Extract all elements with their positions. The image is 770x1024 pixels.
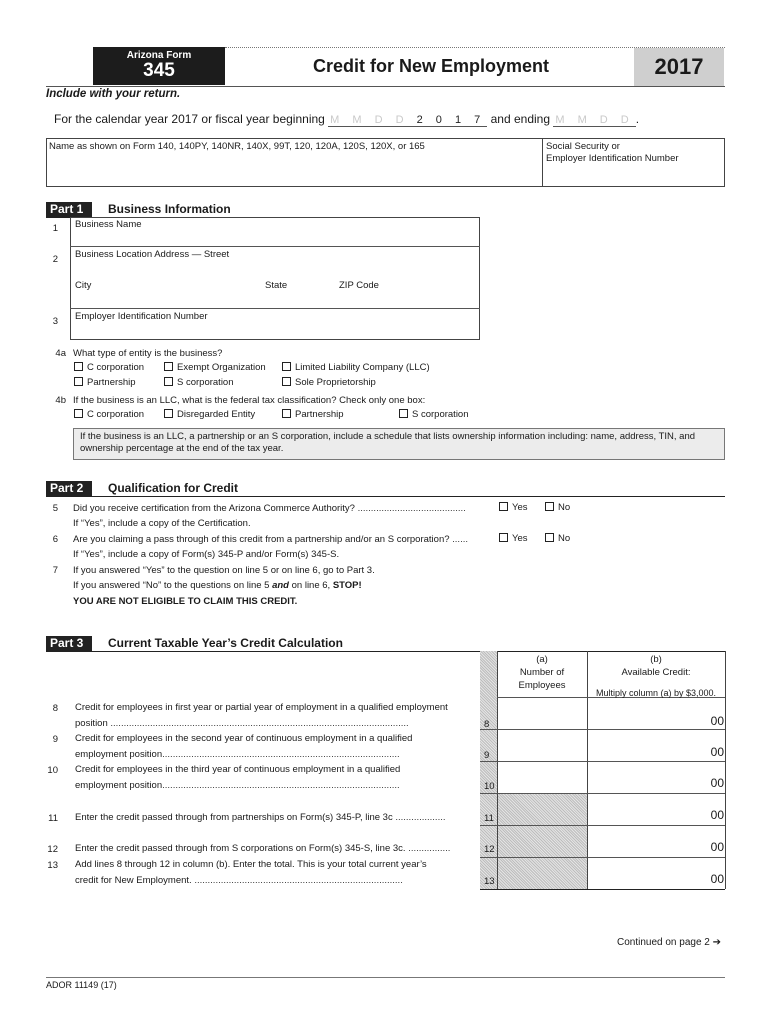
arrow-right-icon: ➔	[712, 937, 722, 948]
line1-number: 1	[52, 223, 58, 234]
part3-label: Part 3	[46, 636, 92, 651]
entity-exempt-org[interactable]: Exempt Organization	[164, 362, 266, 373]
col-a-line2: Employees	[518, 680, 566, 691]
year-badge	[634, 48, 724, 86]
line11-text1: Enter the credit passed through from partnerships on Form(s) 345-P, line 3c ...................	[75, 812, 446, 823]
line8-number: 8	[52, 703, 58, 714]
checkbox[interactable]	[74, 362, 83, 371]
form-number-badge	[93, 47, 225, 85]
line11-cents: 00	[710, 808, 724, 822]
line13-col-a-shaded	[498, 858, 587, 889]
line9-text1: Credit for employees in the second year of continuous employment in a qualified	[75, 733, 413, 744]
checkbox[interactable]	[164, 377, 173, 386]
line7-number: 7	[52, 565, 58, 576]
checkbox[interactable]	[164, 362, 173, 371]
checkbox[interactable]	[399, 409, 408, 418]
checkbox[interactable]	[545, 502, 554, 511]
line10-box-number: 10	[484, 781, 495, 792]
line10-number: 10	[47, 765, 58, 776]
llc-c-corp[interactable]: C corporation	[74, 409, 144, 420]
zip-field[interactable]: ZIP Code	[339, 280, 379, 291]
ineligible-warning: YOU ARE NOT ELIGIBLE TO CLAIM THIS CREDIT.	[73, 596, 298, 607]
line12-col-a-shaded	[498, 826, 587, 857]
line4b-question: If the business is an LLC, what is the federal tax classification? Check only one box:	[73, 395, 426, 406]
line6-number: 6	[52, 534, 58, 545]
line4b-number: 4b	[55, 395, 66, 406]
part1-label: Part 1	[46, 202, 92, 217]
end-date-field[interactable]: M M D D	[555, 114, 634, 126]
line5-no[interactable]: No	[545, 502, 570, 513]
line13-box-number: 13	[484, 876, 495, 887]
col-b-line2: Multiply column (a) by $3,000.	[595, 688, 717, 698]
period-text-and: and ending	[490, 112, 550, 126]
entity-partnership[interactable]: Partnership	[74, 377, 136, 388]
line13-text1: Add lines 8 through 12 in column (b). Enter the total. This is your total current year’s	[75, 859, 427, 870]
state-field[interactable]: State	[265, 280, 288, 291]
col-a-letter: (a)	[536, 654, 548, 665]
checkbox[interactable]	[499, 502, 508, 511]
business-name-field[interactable]: Business Name	[75, 219, 142, 230]
line8-text1: Credit for employees in first year or partial year of employment in a qualified employment	[75, 702, 448, 713]
checkbox[interactable]	[282, 409, 291, 418]
line4a-number: 4a	[55, 348, 66, 359]
line11-box-number: 11	[484, 813, 494, 824]
name-label: Name as shown on Form 140, 140PY, 140NR, 140X, 99T, 120, 120A, 120S, 120X, or 165	[49, 141, 425, 152]
checkbox[interactable]	[282, 362, 291, 371]
form-year: 2017	[654, 54, 704, 79]
line6-question: Are you claiming a pass through of this credit from a partnership and/or an S corporation? ......	[73, 534, 468, 545]
col-b-letter: (b)	[650, 654, 662, 665]
part2-label: Part 2	[46, 481, 92, 496]
line4a-question: What type of entity is the business?	[73, 348, 223, 359]
line13-text2: credit for New Employment. ...............................................................................	[75, 875, 403, 886]
line10-text2: employment position..........................................................................................	[75, 780, 400, 791]
line9-cents: 00	[710, 745, 724, 759]
begin-date-field[interactable]: M M D D 2 0 1 7	[330, 114, 486, 126]
continued-note: Continued on page 2 ➔	[617, 937, 722, 948]
entity-llc[interactable]: Limited Liability Company (LLC)	[282, 362, 430, 373]
line13-number: 13	[47, 860, 58, 871]
tax-period-line: For the calendar year 2017 or fiscal year beginning M M D D 2 0 1 7 and ending M M D D .	[54, 112, 640, 126]
checkbox[interactable]	[74, 377, 83, 386]
line9-col-a[interactable]	[498, 730, 587, 761]
col-b-header	[587, 653, 725, 700]
entity-s-corp[interactable]: S corporation	[164, 377, 234, 388]
ein-field[interactable]: Employer Identification Number	[75, 311, 208, 322]
period-text-start: For the calendar year 2017 or fiscal year beginning	[54, 112, 325, 126]
line8-col-a[interactable]	[498, 698, 587, 729]
line8-box-number: 8	[484, 719, 490, 730]
line6-yes[interactable]: Yes	[499, 533, 528, 544]
line9-number: 9	[52, 734, 58, 745]
checkbox[interactable]	[545, 533, 554, 542]
form-number: 345	[143, 60, 175, 81]
ownership-note: If the business is an LLC, a partnership or an S corporation, include a schedule that lists ownership information including: name, address, TIN, and ownership percentage at the end of the tax year.	[80, 431, 696, 454]
line7-stop-note: If you answered “No” to the questions on line 5 and on line 6, STOP!	[73, 580, 362, 591]
line2-number: 2	[52, 254, 58, 265]
line6-instruction: If “Yes”, include a copy of Form(s) 345-P and/or Form(s) 345-S.	[73, 549, 340, 560]
line11-col-a-shaded	[498, 794, 587, 825]
ssn-label-1: Social Security or	[546, 141, 620, 152]
checkbox[interactable]	[499, 533, 508, 542]
llc-s-corp[interactable]: S corporation	[399, 409, 469, 420]
line9-text2: employment position..........................................................................................	[75, 749, 400, 760]
llc-disregarded[interactable]: Disregarded Entity	[164, 409, 255, 420]
line5-yes[interactable]: Yes	[499, 502, 528, 513]
checkbox[interactable]	[74, 409, 83, 418]
line5-question: Did you receive certification from the Arizona Commerce Authority? .........................................	[73, 503, 466, 514]
line11-number: 11	[48, 813, 58, 824]
line8-cents: 00	[710, 714, 724, 728]
llc-partnership[interactable]: Partnership	[282, 409, 344, 420]
line10-text1: Credit for employees in the third year of continuous employment in a qualified	[75, 764, 401, 775]
include-note: Include with your return.	[46, 88, 181, 100]
line10-col-a[interactable]	[498, 762, 587, 793]
col-b-line1: Available Credit:	[621, 667, 691, 678]
line5-instruction: If “Yes”, include a copy of the Certification.	[73, 518, 251, 529]
part3-title: Current Taxable Year’s Credit Calculation	[108, 636, 343, 650]
line5-number: 5	[52, 503, 58, 514]
city-field[interactable]: City	[75, 280, 92, 291]
checkbox[interactable]	[164, 409, 173, 418]
form-agency: Arizona Form	[126, 50, 192, 61]
line12-number: 12	[47, 844, 58, 855]
line12-cents: 00	[710, 840, 724, 854]
part2-title: Qualification for Credit	[108, 481, 239, 495]
line9-box-number: 9	[484, 750, 490, 761]
entity-c-corp[interactable]: C corporation	[74, 362, 144, 373]
form-title: Credit for New Employment	[313, 56, 550, 76]
line10-cents: 00	[710, 776, 724, 790]
line12-text1: Enter the credit passed through from S corporations on Form(s) 345-S, line 3c. ................	[75, 843, 451, 854]
entity-sole-prop[interactable]: Sole Proprietorship	[282, 377, 376, 388]
line3-number: 3	[52, 316, 58, 327]
line12-box-number: 12	[484, 844, 495, 855]
col-a-line1: Number of	[519, 667, 565, 678]
line13-cents: 00	[710, 872, 724, 886]
col-a-header	[497, 653, 587, 692]
part1-title: Business Information	[108, 202, 231, 216]
checkbox[interactable]	[282, 377, 291, 386]
line8-text2: position .................................................................................................................	[75, 718, 409, 729]
street-field[interactable]: Business Location Address — Street	[75, 249, 230, 260]
line7-instruction: If you answered “Yes” to the question on line 5 or on line 6, go to Part 3.	[73, 565, 375, 576]
line6-no[interactable]: No	[545, 533, 570, 544]
form-id: ADOR 11149 (17)	[46, 980, 117, 990]
ssn-label-2: Employer Identification Number	[546, 153, 679, 164]
